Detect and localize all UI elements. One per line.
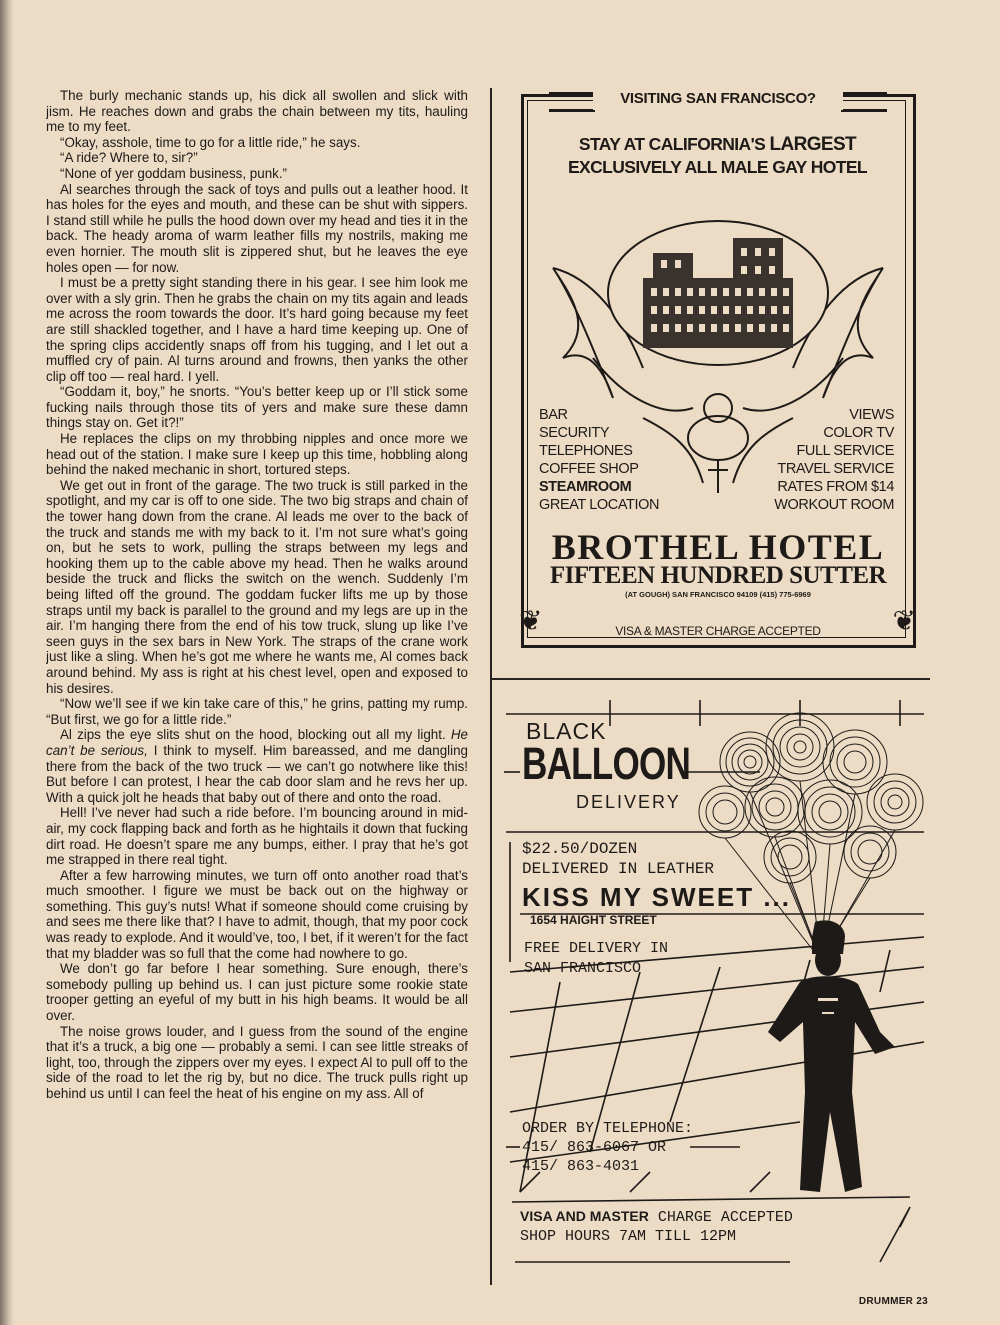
article-paragraph: The noise grows louder, and I guess from the sound of the engine that it’s a truck, a big one — probably a semi. I can see little streaks of light, too, through the zippers over my eyes. I expect Al to pull off to the side of the road to let the rig by, but no dice. The truck pulls right up behind us until I can feel the heat of his engine on my ass. All of (46, 1023, 468, 1101)
column-divider (490, 88, 492, 1285)
city-text: SAN FRANCISCO (524, 960, 642, 977)
article-paragraph: The burly mechanic stands up, his dick all swollen and slick with jism. He reaches down and grabs the chain between my tits, hauling me to my feet. (46, 88, 468, 135)
amenity-item: STEAMROOM (539, 479, 632, 495)
amenity-item: TRAVEL SERVICE (777, 461, 894, 477)
ad-divider (492, 678, 930, 680)
article-text: I think to myself. Him bareassed, and me dangling there from the back of the two truck — we can’t go notwhere like this! But before I can protest, I hear the cab door slam and he revs her up. With a quick jolt he heads that baby out of there and onto the road. (46, 742, 468, 805)
ad-tagline: EXCLUSIVELY ALL MALE GAY HOTEL (567, 157, 867, 177)
phone-number: 415/ 863-4031 (522, 1158, 640, 1175)
amenity-item: WORKOUT ROOM (774, 497, 894, 513)
article-column (46, 88, 468, 1283)
delivery-note: DELIVERED IN LEATHER (522, 860, 715, 878)
article-paragraph: Al searches through the sack of toys and pulls out a leather hood. It has holes for the eyes and mouth, and these can be shut with sippers. I stand still while he pulls the hood down over my head and ties it in the back. The heady aroma of warm leather fills my nostrils, making me even hornier. The mouth slit is zippered shut, but he leaves the eye holes open — for now. (46, 181, 468, 275)
corner-flourish-icon: ❦ (519, 606, 543, 637)
order-heading: ORDER BY TELEPHONE: (522, 1120, 694, 1137)
phone-number: 415/ 863-6067 OR (522, 1139, 667, 1156)
article-paragraph: Hell! I’ve never had such a ride before. I’m bouncing around in mid-air, my cock flapping back and forth as he hightails it down that fucking dirt road. He doesn’t spare me any bumps, either. I pray that he’s got me strapped in there real tight. (46, 805, 468, 868)
corner-flourish-icon: ❦ (892, 606, 916, 637)
ad-brand-prefix: BLACK (526, 718, 607, 744)
article-paragraph: I must be a pretty sight standing there in his gear. I see him look me over with a sly grin. Then he grabs the chain on my tits again and leads me across the room towards the door. It’s hard going because my feet are still shackled together, and I have a hard time keeping up. One of the spring clips accidently snaps off from his tugging, and I let out a muffled cry of pain. Al turns around and frowns, then yanks the other clip off too — real hard. I yell. (46, 275, 468, 384)
amenity-item: VIEWS (849, 407, 894, 423)
amenity-item: BAR (539, 407, 568, 423)
hotel-name: BROTHEL HOTEL (551, 527, 885, 567)
article-paragraph: We get out in front of the garage. The two truck is still parked in the spotlight, and my car is off to one side. The two big straps and chain of the tower hang down from the crane. Al leads me over to the back of the truck and stands me with my back to it. I’m not sure what’s going on, but he sets to work, pulling the straps between my legs and hooking them up to the cable above my head. Then he walks around beside the truck and flicks the switch on the wench. Suddenly I’m being lifted off the ground. The goddam fucker lifts me up by those straps until my back is parallel to the ground and my legs are up in the air. I’m hanging there from the end of his tow truck, slung up like I’ve seen guys in the sex bars in New York. The straps of the crane work just like a sling. When he’s got me where he wants me, Al comes back around behind. My ass is right at his chest level, open and exposed to his desires. (46, 477, 468, 696)
article-paragraph: After a few harrowing minutes, we turn off onto another road that’s much smoother. I figure we must be back out on the highway or something. This guy’s nuts! What if someone should come cruising by and sees me there like that? I have to admit, though, that my poor cock was ready to explode. And it would’ve, too, I bet, if it weren’t for the fact that my bladder was so full that the come had nowhere to go. (46, 867, 468, 961)
article-italic-text: He can’t be serious, (46, 727, 468, 758)
article-paragraph: “None of yer goddam business, punk.” (60, 165, 288, 181)
payment-text: CHARGE ACCEPTED (648, 1209, 793, 1226)
shop-hours: SHOP HOURS 7AM TILL 12PM (520, 1228, 737, 1245)
amenity-item: COFFEE SHOP (539, 461, 639, 477)
hotel-address-headline: FIFTEEN HUNDRED SUTTER (549, 562, 887, 589)
amenity-item: COLOR TV (823, 425, 894, 441)
amenity-item: TELEPHONES (539, 443, 633, 459)
ad-tagline (540, 134, 895, 156)
price-text: $22.50/DOZEN (522, 840, 638, 858)
payment-emphasis: VISA AND MASTER (520, 1208, 649, 1224)
ad-banner: VISITING SAN FRANCISCO? (593, 88, 843, 110)
hotel-ad (515, 88, 920, 660)
page-binding-shadow (0, 0, 14, 1325)
amenity-item: SECURITY (539, 425, 610, 441)
article-paragraph: “Now we’ll see if we kin take care of this,” he grins, patting my rump. “But first, we go for a little ride.” (46, 696, 468, 727)
scroll-ornament-icon (841, 92, 887, 112)
article-paragraph: “Okay, asshole, time to go for a little ride,” he says. (60, 134, 361, 150)
amenity-item: FULL SERVICE (796, 443, 894, 459)
free-delivery-text: FREE DELIVERY IN (524, 940, 669, 957)
article-paragraph: We don’t go far before I hear something. Sure enough, there’s somebody pulling up behind us. I can just picture some rookie state trooper getting an eyeful of my butt in his high beams. It would be all over. (46, 961, 468, 1024)
shop-address: 1654 HAIGHT STREET (530, 913, 657, 927)
article-paragraph: “Goddam it, boy,” he snorts. “You’s better keep up or I’ll stick some fucking nails through those tits of yers and make sure these damn things stay on. Get it?!” (46, 384, 468, 431)
hotel-payment-line: VISA & MASTER CHARGE ACCEPTED (615, 624, 821, 638)
ad-brand-name: BALLOON (522, 738, 691, 789)
amenities-right (774, 406, 894, 514)
article-paragraph (46, 727, 468, 805)
amenity-item: RATES FROM $14 (777, 479, 894, 495)
shop-name: KISS MY SWEET ... (522, 882, 792, 912)
article-text: Al zips the eye slits shut on the hood, blocking out all my light. (60, 727, 446, 743)
page-folio: DRUMMER 23 (858, 1296, 928, 1307)
article-paragraph: He replaces the clips on my throbbing nipples and once more we head out of the station. I make sure I keep up this time, hobbling along behind the naked mechanic in short, tortured steps. (46, 431, 468, 478)
payment-line (520, 1208, 793, 1226)
hotel-contact-line: (AT GOUGH) SAN FRANCISCO 94109 (415) 775-6969 (625, 590, 811, 599)
amenities-left (539, 406, 659, 514)
ad-tagline-text: STAY AT CALIFORNIA'S (578, 134, 770, 154)
ad-brand-suffix: DELIVERY (576, 792, 681, 812)
amenity-item: GREAT LOCATION (539, 497, 660, 513)
article-paragraph: “A ride? Where to, sir?” (60, 150, 198, 166)
balloon-ad (500, 692, 930, 1282)
ad-tagline-emphasis: LARGEST (769, 134, 857, 155)
scroll-ornament-icon (549, 92, 595, 112)
